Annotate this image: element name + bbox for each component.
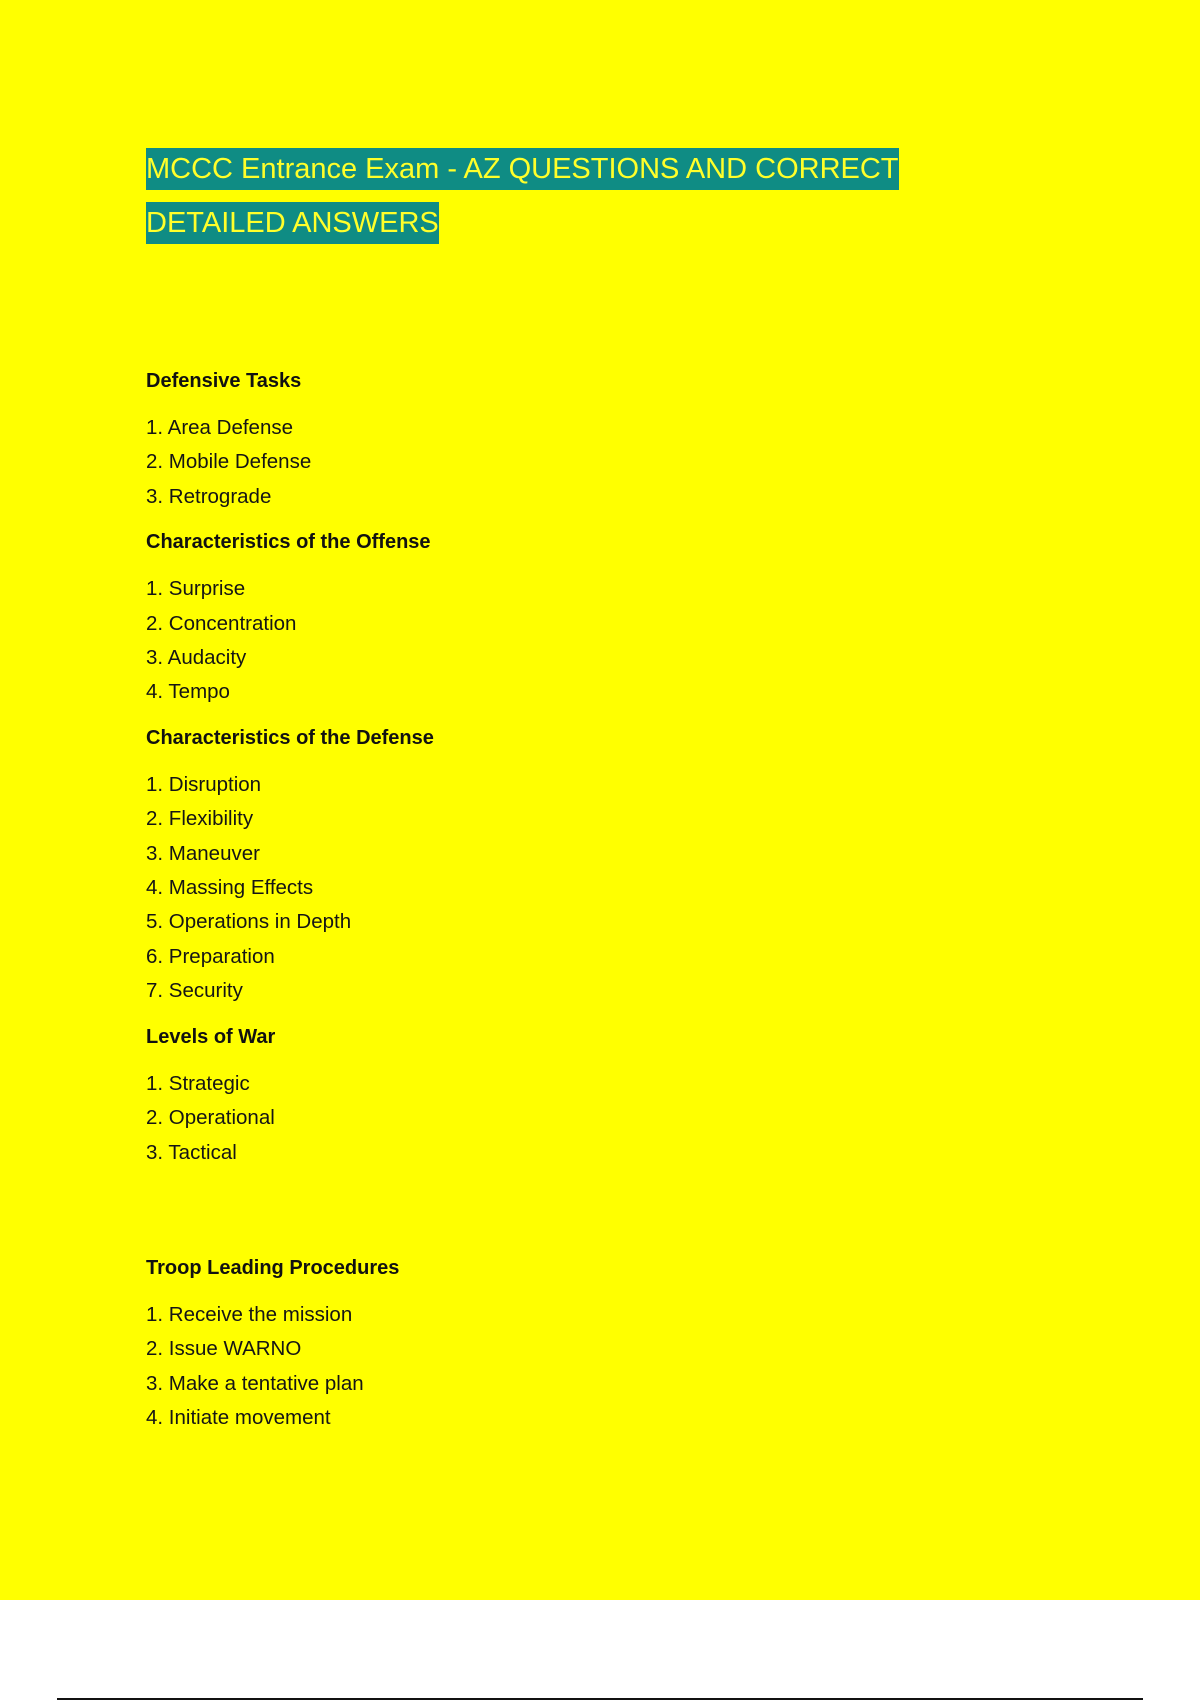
list-item: 7. Security — [146, 979, 243, 1003]
list-item: 3. Retrograde — [146, 484, 272, 508]
list-item: 3. Maneuver — [146, 841, 260, 865]
list-item: 1. Disruption — [146, 772, 262, 796]
document-title — [146, 144, 966, 252]
item-list — [146, 411, 1046, 514]
list-item: 2. Mobile Defense — [146, 450, 312, 474]
title-line-1: MCCC Entrance Exam - AZ QUESTIONS AND CORRECT — [146, 148, 899, 190]
list-item: 6. Preparation — [146, 944, 275, 968]
list-item: 2. Issue WARNO — [146, 1337, 302, 1361]
item-list — [146, 768, 1046, 1009]
section-defensive-tasks — [146, 365, 1046, 514]
list-item: 5. Operations in Depth — [146, 910, 352, 934]
list-item: 4. Tempo — [146, 680, 230, 704]
list-item: 3. Tactical — [146, 1140, 237, 1164]
item-list — [146, 1067, 1046, 1170]
section-heading: Characteristics of the Defense — [146, 726, 434, 749]
list-item: 3. Make a tentative plan — [146, 1371, 364, 1395]
list-item: 2. Concentration — [146, 611, 297, 635]
list-item: 1. Surprise — [146, 577, 246, 601]
section-heading: Levels of War — [146, 1025, 276, 1048]
item-list — [146, 572, 1046, 710]
section-heading: Characteristics of the Offense — [146, 531, 431, 554]
list-item: 1. Strategic — [146, 1071, 250, 1095]
item-list — [146, 1298, 1046, 1436]
section-troop-leading-procedures — [146, 1252, 1046, 1436]
list-item: 4. Massing Effects — [146, 876, 314, 900]
section-characteristics-defense — [146, 722, 1046, 1009]
document-content — [146, 365, 1046, 1448]
list-item: 2. Flexibility — [146, 807, 254, 831]
list-item: 4. Initiate movement — [146, 1406, 331, 1430]
list-item: 3. Audacity — [146, 646, 247, 670]
title-line-2: DETAILED ANSWERS — [146, 202, 439, 244]
list-item: 1. Receive the mission — [146, 1302, 353, 1326]
section-heading: Defensive Tasks — [146, 370, 302, 392]
list-item: 1. Area Defense — [146, 416, 294, 439]
section-spacer — [146, 1182, 1046, 1252]
section-levels-of-war — [146, 1021, 1046, 1170]
list-item: 2. Operational — [146, 1106, 275, 1130]
section-heading: Troop Leading Procedures — [146, 1256, 400, 1279]
section-characteristics-offense — [146, 526, 1046, 710]
